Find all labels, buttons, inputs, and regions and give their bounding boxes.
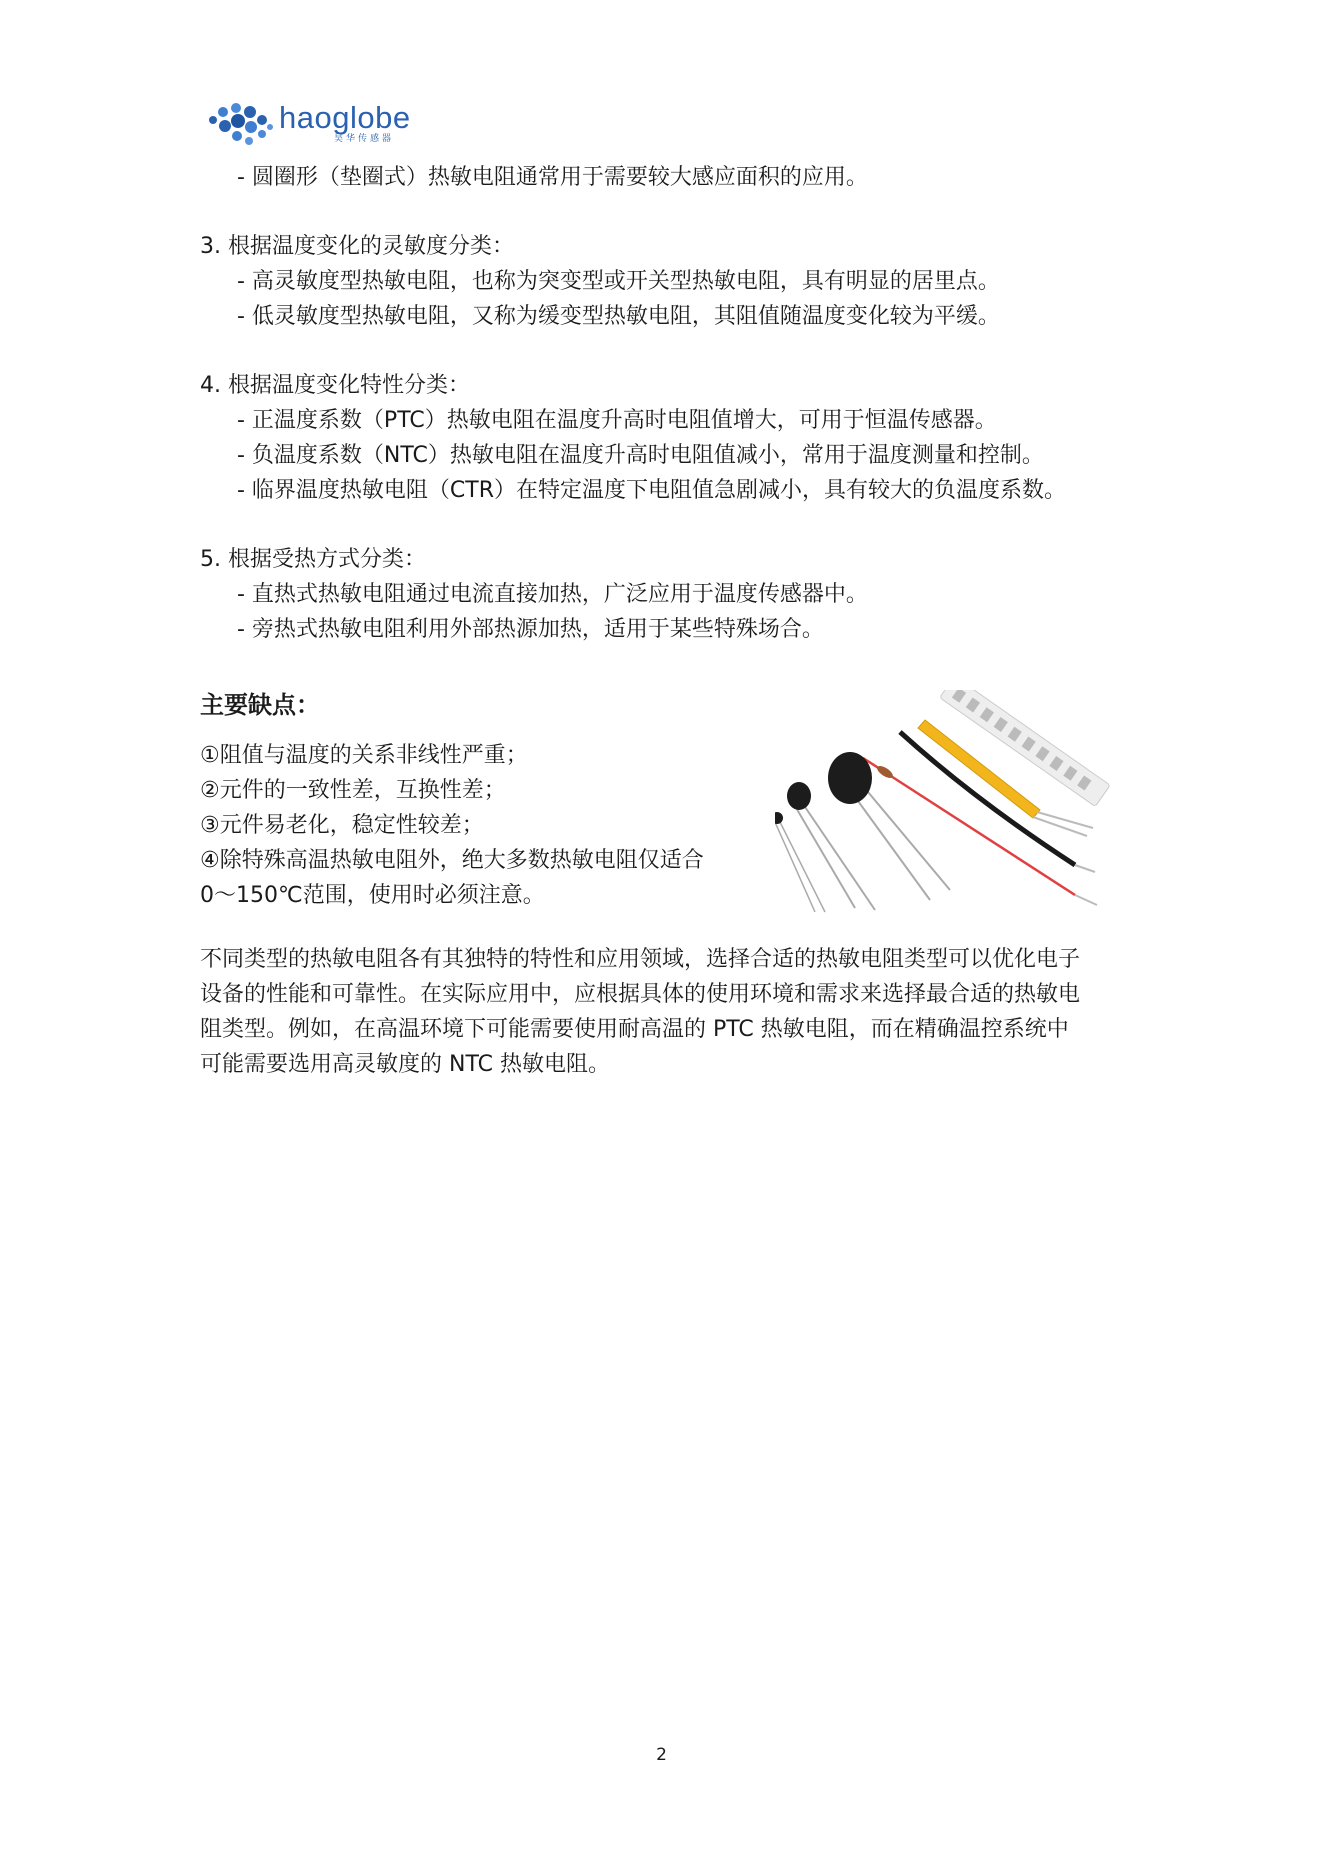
paragraph-line: 不同类型的热敏电阻各有其独特的特性和应用领域，选择合适的热敏电阻类型可以优化电子	[200, 947, 1081, 972]
list-item: - 负温度系数（NTC）热敏电阻在温度升高时电阻值减小，常用于温度测量和控制。	[237, 443, 1044, 468]
paragraph-line: 可能需要选用高灵敏度的 NTC 热敏电阻。	[200, 1052, 610, 1077]
paragraph-line: 阻类型。例如，在高温环境下可能需要使用耐高温的 PTC 热敏电阻，而在精确温控系统中	[200, 1017, 1069, 1042]
page-number: 2	[656, 1745, 667, 1765]
list-item: - 圆圈形（垫圈式）热敏电阻通常用于需要较大感应面积的应用。	[237, 165, 868, 190]
logo-wordmark: haoglobe	[279, 99, 411, 135]
logo-subtitle: 昊华传感器	[334, 133, 395, 144]
section-heading: 5. 根据受热方式分类：	[200, 547, 426, 572]
company-logo	[205, 100, 411, 146]
list-item: - 临界温度热敏电阻（CTR）在特定温度下电阻值急剧减小，具有较大的负温度系数。	[237, 478, 1067, 503]
disadvantages-heading: 主要缺点：	[200, 691, 320, 719]
disadvantage-item: 0～150℃范围，使用时必须注意。	[200, 883, 545, 908]
list-item: - 高灵敏度型热敏电阻，也称为突变型或开关型热敏电阻，具有明显的居里点。	[237, 269, 1000, 294]
list-item: - 旁热式热敏电阻利用外部热源加热，适用于某些特殊场合。	[237, 617, 824, 642]
disadvantage-item: ②元件的一致性差，互换性差；	[200, 778, 506, 803]
paragraph-line: 设备的性能和可靠性。在实际应用中，应根据具体的使用环境和需求来选择最合适的热敏电	[200, 982, 1081, 1007]
list-item: - 直热式热敏电阻通过电流直接加热，广泛应用于温度传感器中。	[237, 582, 868, 607]
list-item: - 低灵敏度型热敏电阻，又称为缓变型热敏电阻，其阻值随温度变化较为平缓。	[237, 304, 1000, 329]
summary-paragraph	[200, 942, 1135, 1082]
logo-dots-icon	[205, 100, 273, 146]
list-item: - 正温度系数（PTC）热敏电阻在温度升高时电阻值增大，可用于恒温传感器。	[237, 408, 997, 433]
disadvantage-item: ④除特殊高温热敏电阻外，绝大多数热敏电阻仅适合	[200, 848, 704, 873]
section-heading: 3. 根据温度变化的灵敏度分类：	[200, 234, 514, 259]
disadvantage-item: ①阻值与温度的关系非线性严重；	[200, 743, 528, 768]
thermistor-products-image	[775, 690, 1115, 915]
section-heading: 4. 根据温度变化特性分类：	[200, 373, 470, 398]
disadvantage-item: ③元件易老化，稳定性较差；	[200, 813, 484, 838]
